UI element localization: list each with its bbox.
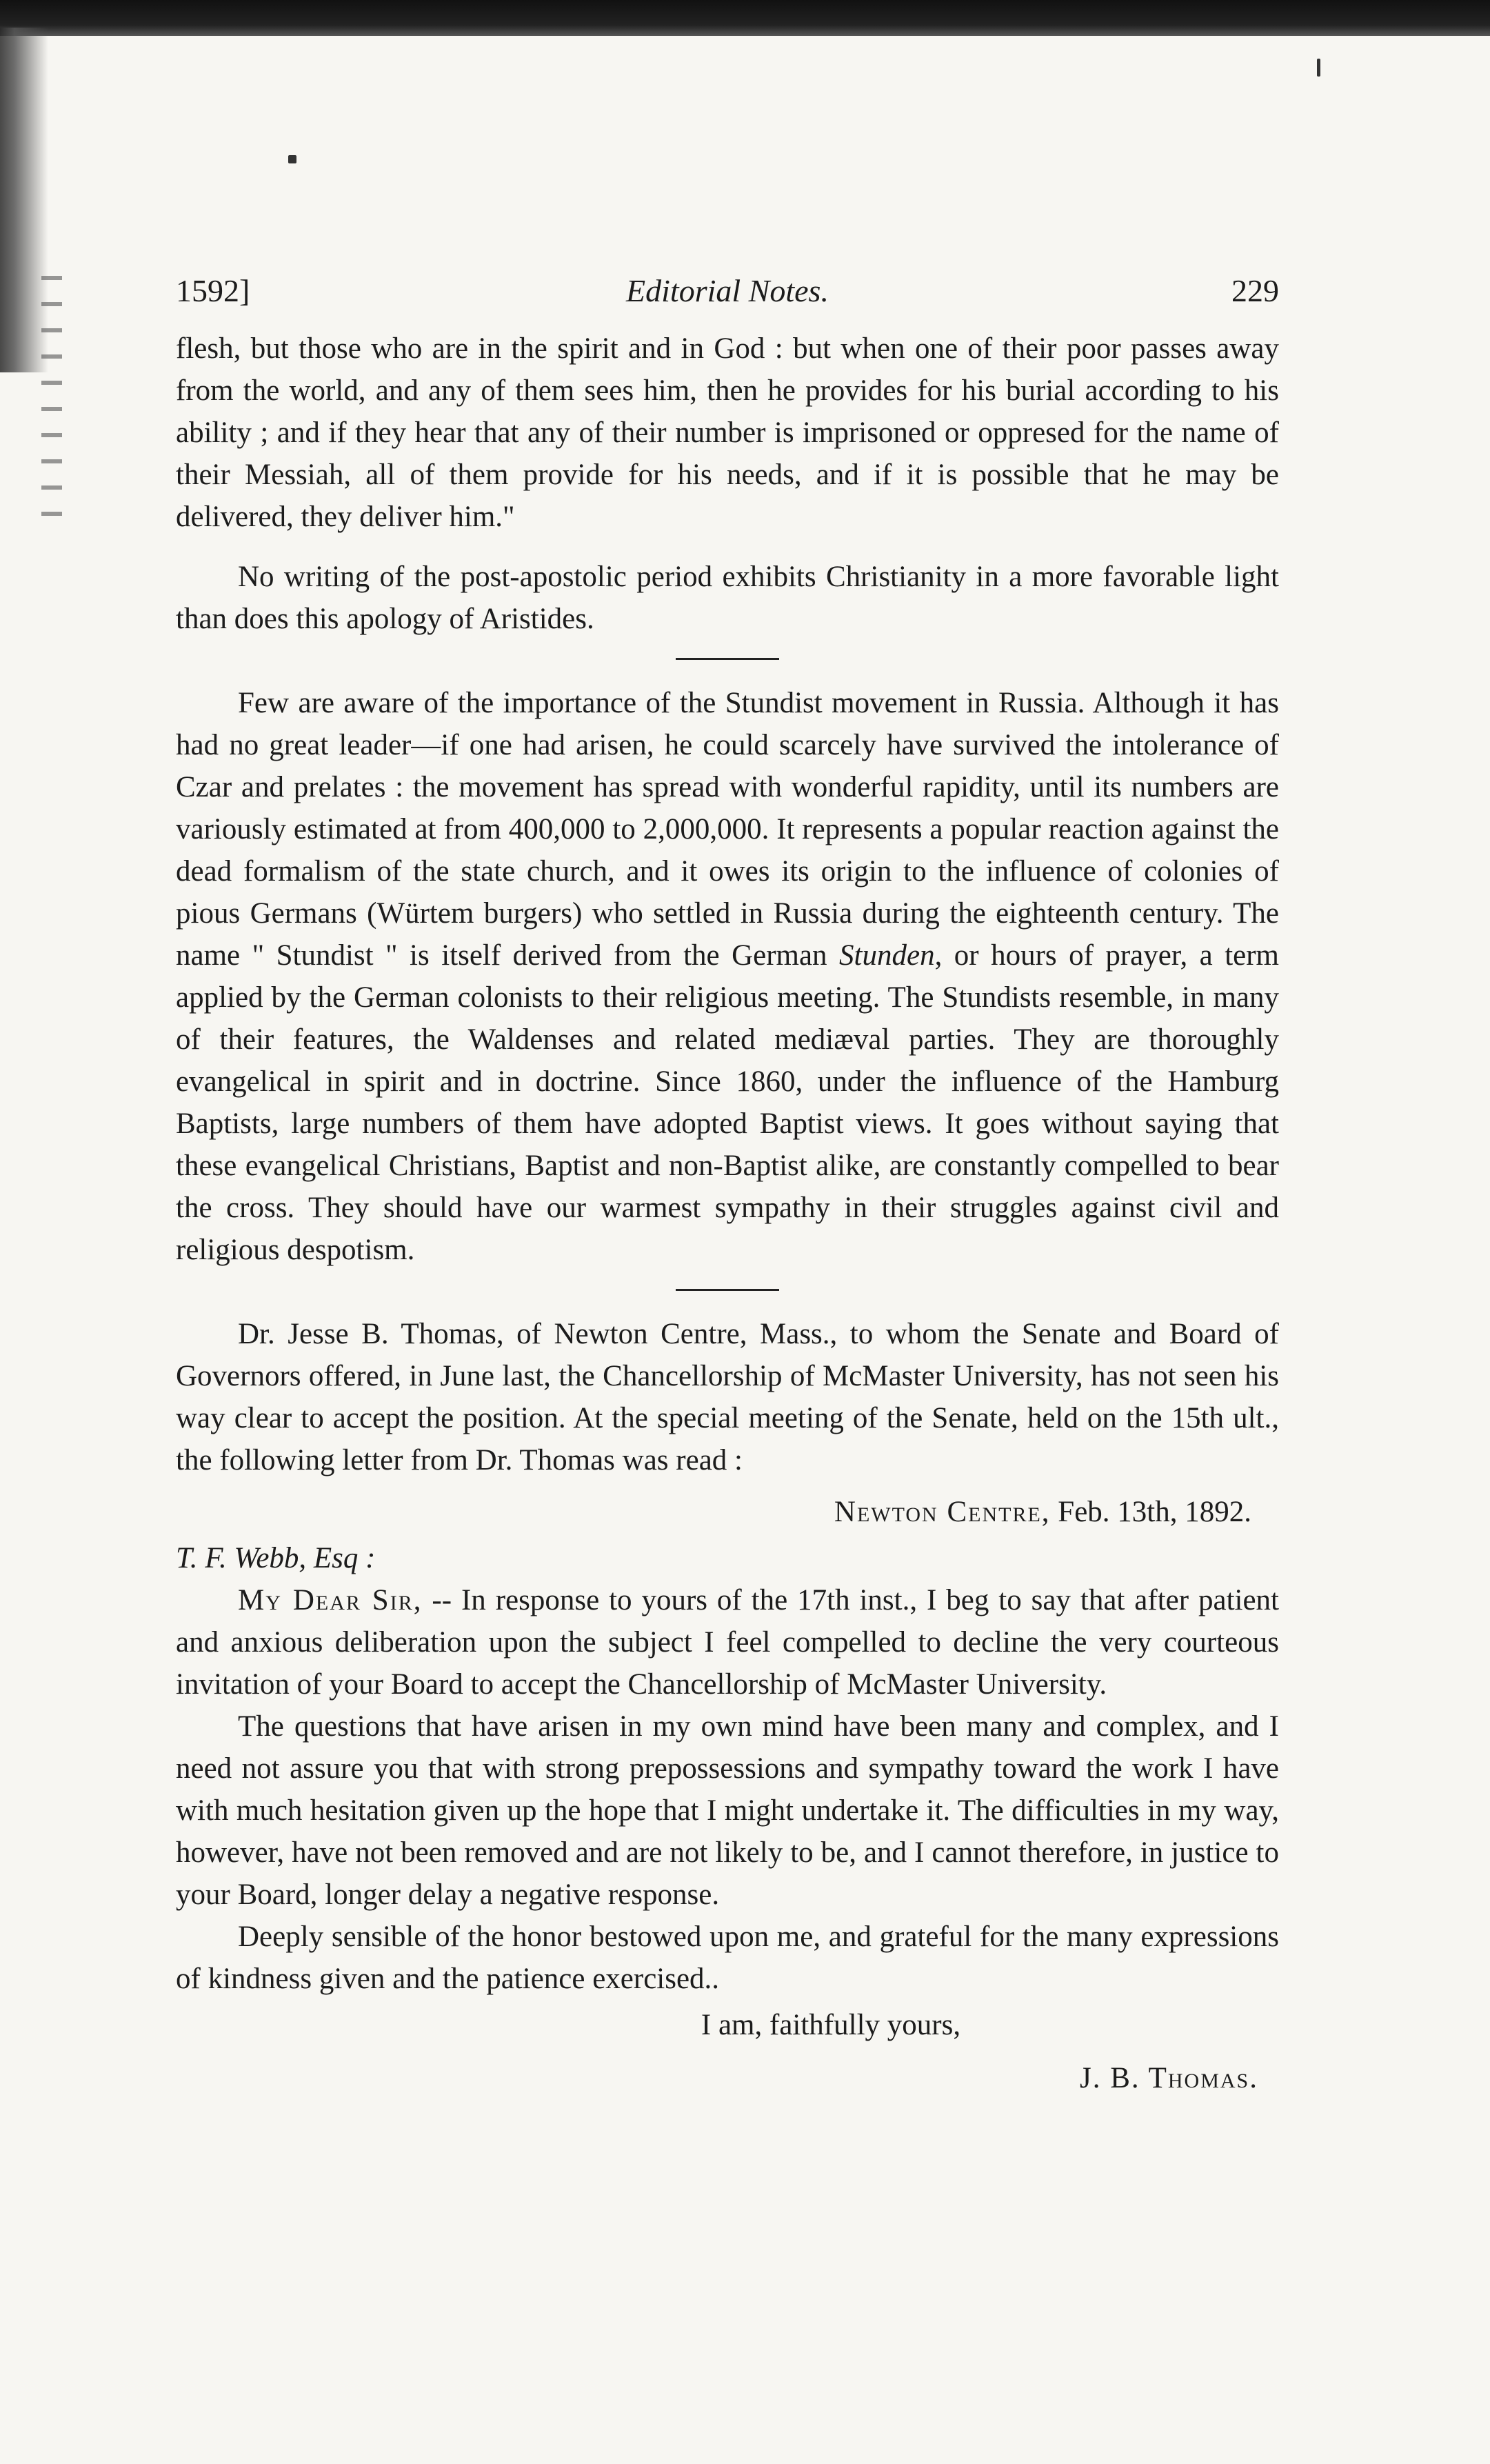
paragraph-thomas-intro: Dr. Jesse B. Thomas, of Newton Centre, Mass., to whom the Senate and Board of Governors offered, in June last, the Chancellorship of McMaster University, has not seen his way clear to accept the position. At the special meeting of the Senate, held on the 15th ult., the following letter from Dr. Thomas was read : bbox=[176, 1318, 1279, 1476]
running-header bbox=[176, 272, 1279, 328]
scan-left-specks bbox=[41, 276, 62, 524]
letter-body-1 bbox=[176, 1579, 1279, 1705]
section-divider bbox=[676, 1289, 779, 1291]
letter-greeting: My Dear Sir, bbox=[238, 1584, 423, 1616]
paragraph-aristides-quote: flesh, but those who are in the spirit and in God : but when one of their poor passes away from the world, and any of them sees him, then he provides for his burial according to his ability ; and if they hear that any of their number is imprisoned or oppresed for the name of their Messiah, all of them provide for his needs, and if it is possible that he may be delivered, they deliver him." bbox=[176, 332, 1279, 533]
dateline-place: Newton Centre, bbox=[834, 1496, 1051, 1528]
page-content bbox=[176, 272, 1279, 2103]
stundist-italic-word: Stunden bbox=[839, 939, 935, 972]
letter-closing: I am, faithfully yours, bbox=[701, 2009, 961, 2041]
scan-speck bbox=[288, 155, 296, 163]
letter-body-1-text: -- In response to yours of the 17th inst., I beg to say that after patient and anxious deliberation upon the subject I feel compelled to decline the very courteous invitation of your Board to accept the Chancellorship of McMaster University. bbox=[176, 1584, 1279, 1701]
scan-top-edge bbox=[0, 0, 1490, 36]
letter-body-2: The questions that have arisen in my own mind have been many and complex, and I need not assure you that with strong prepossessions and sympathy toward the work I have with much hesitation given up the hope that I might undertake it. The difficulties in my way, however, have not been removed and are not likely to be, and I cannot therefore, in justice to your Board, longer delay a negative response. bbox=[176, 1710, 1279, 1911]
stundist-text-b: , or hours of prayer, a term applied by the German colonists to their religious meeting. The Stundists resemble, in many of their features, the Waldenses and related mediæval parties. They are thoroughly evangelical in spirit and in doctrine. Since 1860, under the influence of the Hamburg Baptists, large numbers of them have adopted Baptist views. It goes without saying that these evangelical Christians, Baptist and non-Baptist alike, are constantly compelled to bear the cross. They should have our warmest sympathy in their struggles against civil and religious despotism. bbox=[176, 939, 1280, 1266]
letter-addressee: T. F. Webb, Esq : bbox=[176, 1542, 376, 1574]
letter-signature: J. B. Thomas. bbox=[1079, 2062, 1258, 2094]
paragraph-aristides-comment: No writing of the post-apostolic period exhibits Christianity in a more favorable light than does this apology of Aristides. bbox=[176, 561, 1279, 635]
letter-dateline bbox=[176, 1491, 1279, 1533]
paragraph-stundist bbox=[176, 682, 1279, 1271]
section-divider bbox=[676, 658, 779, 660]
stundist-text-a: Few are aware of the importance of the Stundist movement in Russia. Although it has had no great leader—if one had arisen, he could scarcely have survived the intolerance of Czar and prelates : the movement has spread with wonderful rapidity, until its numbers are variously estimated at from 400,000 to 2,000,000. It represents a popular reaction against the dead formalism of the state church, and it owes its origin to the influence of colonies of pious Germans (Würtem burgers) who settled in Russia during the eighteenth century. The name " Stundist " is itself derived from the German bbox=[176, 687, 1279, 972]
header-year: 1592] bbox=[176, 273, 250, 308]
dateline-date: Feb. 13th, 1892. bbox=[1058, 1496, 1251, 1528]
header-title: Editorial Notes. bbox=[626, 273, 829, 308]
letter-body-3: Deeply sensible of the honor bestowed upon me, and grateful for the many expressions of kindness given and the patience exercised.. bbox=[176, 1921, 1279, 1995]
scan-speck bbox=[1317, 59, 1320, 77]
page-number: 229 bbox=[1231, 273, 1279, 308]
